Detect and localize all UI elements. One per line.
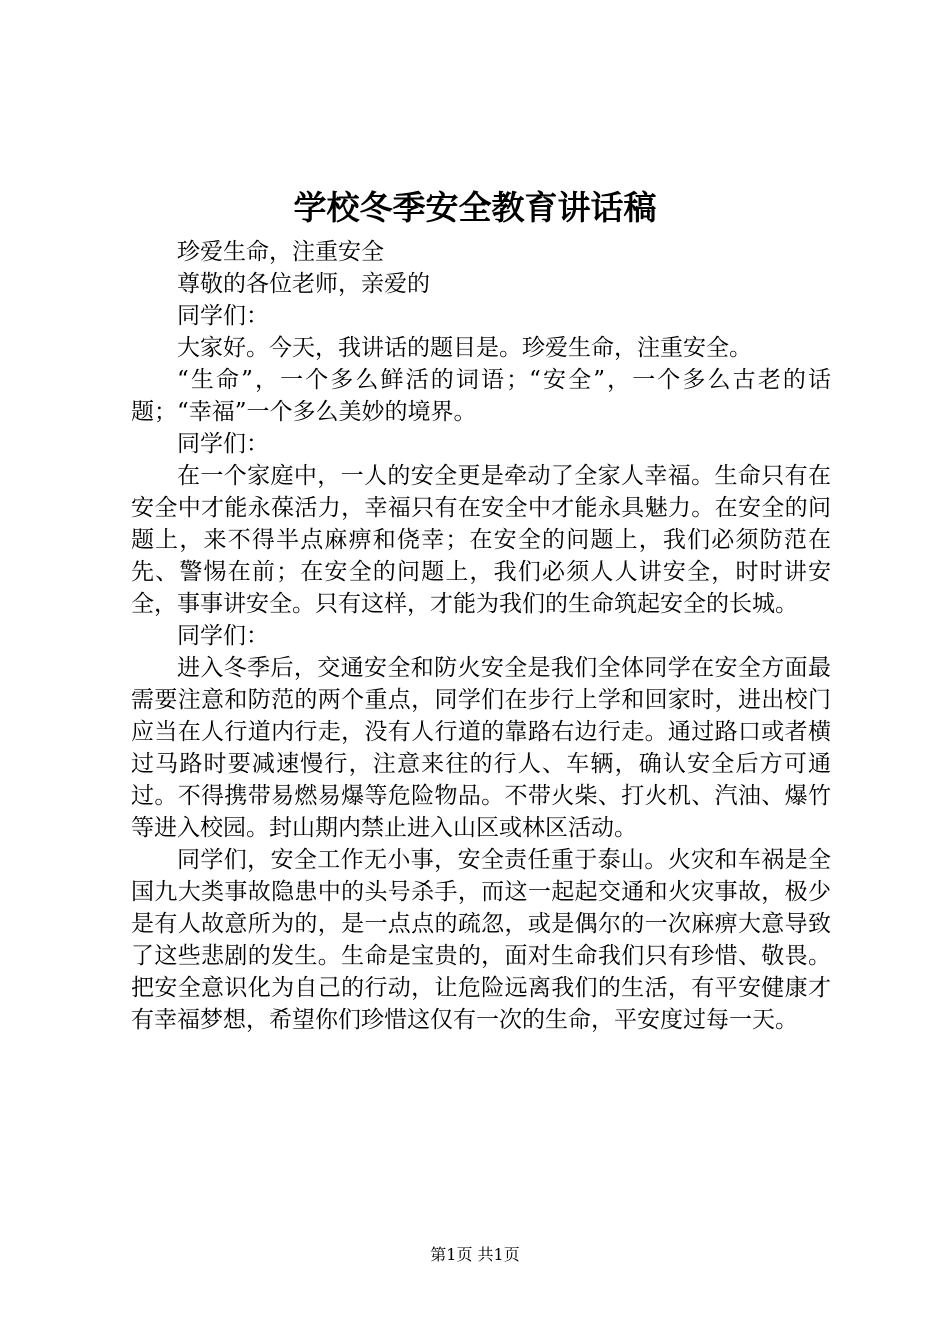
paragraph-motto: 珍爱生命，注重安全 <box>177 239 384 265</box>
document-body <box>131 236 831 1036</box>
paragraph-family-safety: 在一个家庭中，一人的安全更是牵动了全家人幸福。生命只有在安全中才能永葆活力，幸福只有在安全中才能永具魅力。在安全的问题上，来不得半点麻痹和侥幸；在安全的问题上，我们必须防范在先、警惕在前；在安全的问题上，我们必须人人讲安全，时时讲安全，事事讲安全。只有这样，才能为我们的生命筑起安全的长城。 <box>131 463 831 617</box>
paragraph-address: 同学们： <box>177 303 269 329</box>
paragraph-address: 同学们： <box>177 431 269 457</box>
paragraph-quote: “生命”，一个多么鲜活的词语；“安全”，一个多么古老的话题；“幸福”一个多么美妙的境界。 <box>131 367 831 425</box>
paragraph-winter-safety: 进入冬季后，交通安全和防火安全是我们全体同学在安全方面最需要注意和防范的两个重点，同学们在步行上学和回家时，进出校门应当在人行道内行走，没有人行道的靠路右边行走。通过路口或者横过马路时要减速慢行，注意来往的行人、车辆，确认安全后方可通过。不得携带易燃易爆等危险物品。不带火柴、打火机、汽油、爆竹等进入校园。封山期内禁止进入山区或林区活动。 <box>131 655 831 841</box>
document-title: 学校冬季安全教育讲话稿 <box>293 188 657 227</box>
paragraph-conclusion: 同学们，安全工作无小事，安全责任重于泰山。火灾和车祸是全国九大类事故隐患中的头号杀手，而这一起起交通和火灾事故，极少是有人故意所为的，是一点点的疏忽，或是偶尔的一次麻痹大意导致了这些悲剧的发生。生命是宝贵的，面对生命我们只有珍惜、敬畏。把安全意识化为自己的行动，让危险远离我们的生活，有平安健康才有幸福梦想，希望你们珍惜这仅有一次的生命，平安度过每一天。 <box>131 847 831 1033</box>
paragraph-opening: 大家好。今天，我讲话的题目是。珍爱生命，注重安全。 <box>177 335 752 361</box>
paragraph-greeting: 尊敬的各位老师，亲爱的 <box>177 271 430 297</box>
paragraph-address: 同学们： <box>177 623 269 649</box>
page-footer: 第1页 共1页 <box>430 1245 520 1264</box>
